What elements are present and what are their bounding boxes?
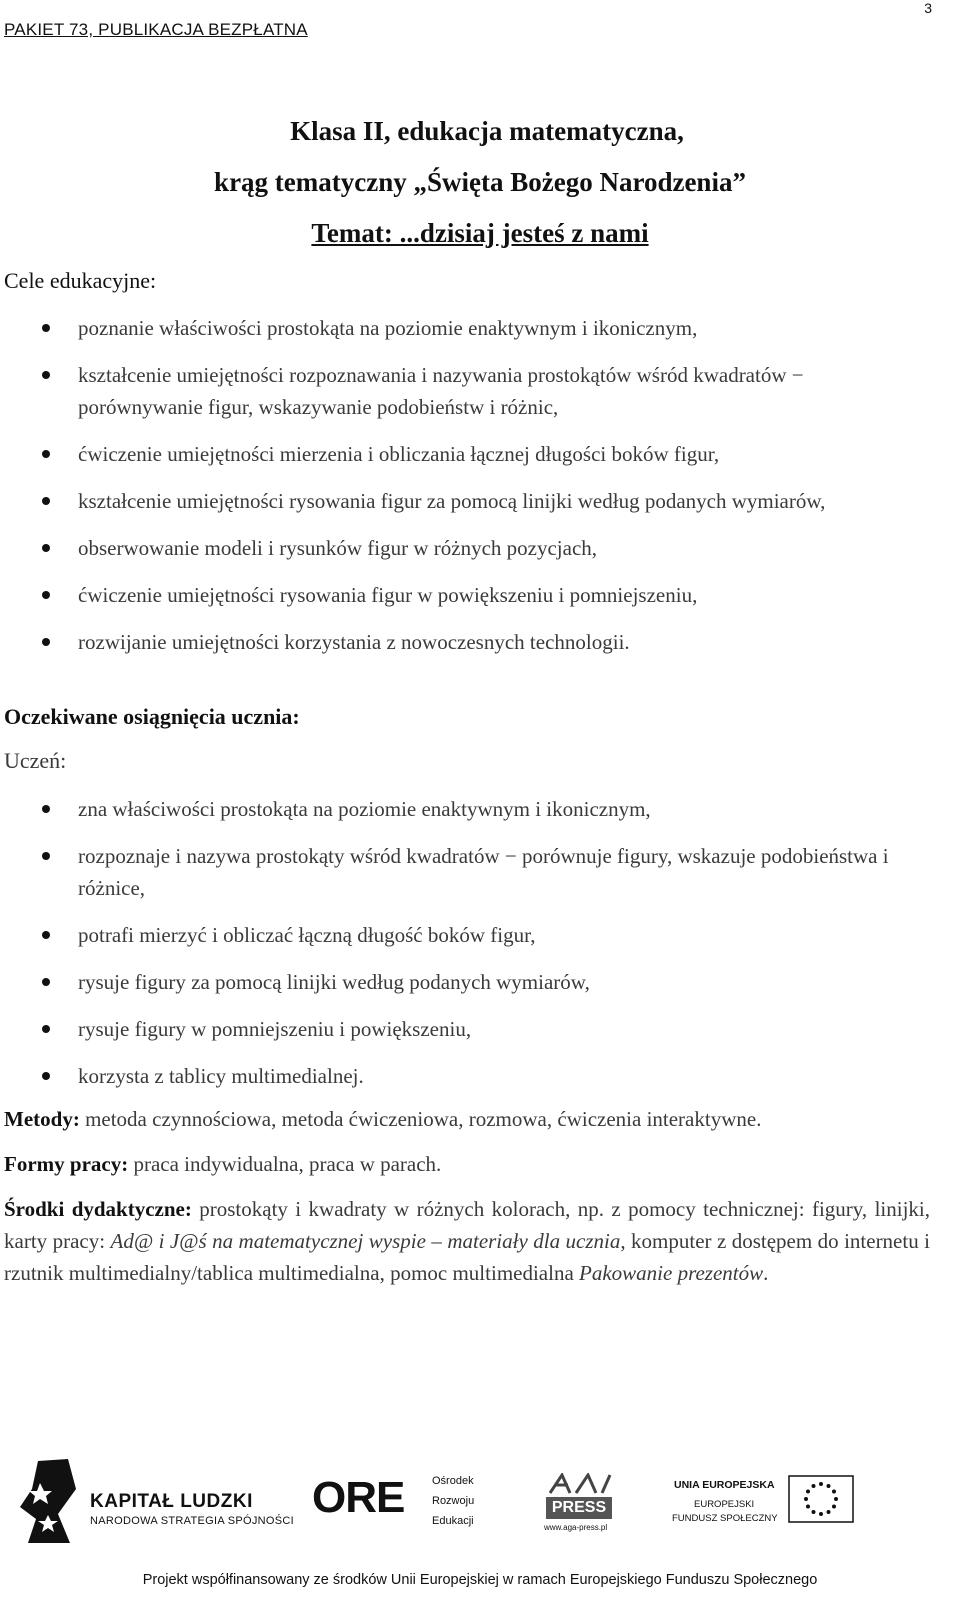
kapital-ludzki-title: KAPITAŁ LUDZKI — [90, 1491, 253, 1512]
list-item: obserwowanie modeli i rysunków figur w różnych pozycjach, — [0, 532, 920, 564]
title-line-2: krąg tematyczny „Święta Bożego Narodzenia” — [214, 167, 746, 197]
metody-text: metoda czynnościowa, metoda ćwiczeniowa, rozmowa, ćwiczenia interaktywne. — [79, 1107, 762, 1131]
metody-label: Metody: — [4, 1107, 80, 1131]
list-item: ćwiczenie umiejętności rysowania figur w powiększeniu i pomniejszeniu, — [0, 579, 920, 611]
list-item: korzysta z tablicy multimedialnej. — [0, 1060, 920, 1092]
formy-label: Formy pracy: — [4, 1152, 129, 1176]
list-item: rysuje figury w pomniejszeniu i powiększeniu, — [0, 1013, 920, 1045]
ore-line-1: Ośrodek — [432, 1475, 474, 1487]
list-item: kształcenie umiejętności rozpoznawania i nazywania prostokątów wśród kwadratów − porównywanie figur, wskazywanie podobieństw i różnic, — [0, 359, 920, 423]
formy-paragraph — [4, 1148, 930, 1180]
press-badge: PRESS — [546, 1497, 612, 1519]
aga-emblem-icon — [546, 1473, 616, 1495]
kapital-ludzki-logo — [18, 1459, 308, 1549]
metody-paragraph — [4, 1103, 930, 1135]
list-item: zna właściwości prostokąta na poziomie enaktywnym i ikonicznym, — [0, 793, 920, 825]
srodki-text-1: prostokąty i kwadraty w różnych kolorach, np. z pomocy technicznej: figury, linijki, karty pracy: — [4, 1197, 930, 1253]
page-number: 3 — [924, 0, 932, 16]
kapital-ludzki-icon — [18, 1459, 80, 1545]
uczen-label: Uczeń: — [4, 748, 67, 773]
srodki-italic-2: Pakowanie prezentów — [579, 1261, 764, 1285]
running-header: PAKIET 73, PUBLIKACJA BEZPŁATNA — [4, 20, 308, 39]
eu-logo — [668, 1473, 868, 1543]
list-item: kształcenie umiejętności rysowania figur za pomocą linijki według podanych wymiarów, — [0, 485, 920, 517]
title-line-1: Klasa II, edukacja matematyczna, — [290, 116, 684, 146]
srodki-label: Środki dydaktyczne: — [4, 1197, 192, 1221]
srodki-paragraph — [4, 1193, 930, 1289]
eu-line-1: UNIA EUROPEJSKA — [674, 1479, 775, 1491]
ore-line-2: Rozwoju — [432, 1495, 475, 1507]
press-url: www.aga-press.pl — [544, 1523, 608, 1532]
eu-flag-icon — [788, 1475, 854, 1523]
eu-line-3: FUNDUSZ SPOŁECZNY — [672, 1513, 778, 1524]
lesson-topic: Temat: ...dzisiaj jesteś z nami — [311, 218, 649, 248]
list-item: rysuje figury za pomocą linijki według podanych wymiarów, — [0, 966, 920, 998]
srodki-text-2: , komputer z dostępem do internetu i rzutnik multimedialny/tablica multimedialna, pomoc multimedialna — [4, 1229, 930, 1285]
osiagniecia-list — [0, 793, 920, 1092]
list-item: ćwiczenie umiejętności mierzenia i obliczania łącznej długości boków figur, — [0, 438, 920, 470]
kapital-ludzki-subtitle: NARODOWA STRATEGIA SPÓJNOŚCI — [90, 1515, 294, 1527]
eu-line-2: EUROPEJSKI — [694, 1499, 755, 1510]
list-item: potrafi mierzyć i obliczać łączną długość boków figur, — [0, 919, 920, 951]
footer-logos — [0, 1455, 960, 1565]
list-item: poznanie właściwości prostokąta na poziomie enaktywnym i ikonicznym, — [0, 312, 920, 344]
osiagniecia-heading: Oczekiwane osiągnięcia ucznia: — [4, 704, 300, 729]
srodki-italic-1: Ad@ i J@ś na matematycznej wyspie – materiały dla ucznia — [110, 1229, 621, 1253]
list-item: rozwijanie umiejętności korzystania z nowoczesnych technologii. — [0, 626, 920, 658]
ore-line-3: Edukacji — [432, 1515, 474, 1527]
footer-note: Projekt współfinansowany ze środków Unii Europejskiej w ramach Europejskiego Funduszu Społecznego — [142, 1572, 818, 1588]
ore-logo-text: ORE — [312, 1473, 405, 1522]
cele-heading: Cele edukacyjne: — [4, 268, 157, 293]
ore-logo — [312, 1465, 502, 1545]
cele-list — [0, 312, 920, 658]
list-item: rozpoznaje i nazywa prostokąty wśród kwadratów − porównuje figury, wskazuje podobieństwa i różnice, — [0, 840, 920, 904]
aga-press-logo — [540, 1473, 630, 1543]
formy-text: praca indywidualna, praca w parach. — [128, 1152, 442, 1176]
srodki-text-3: . — [763, 1261, 769, 1285]
